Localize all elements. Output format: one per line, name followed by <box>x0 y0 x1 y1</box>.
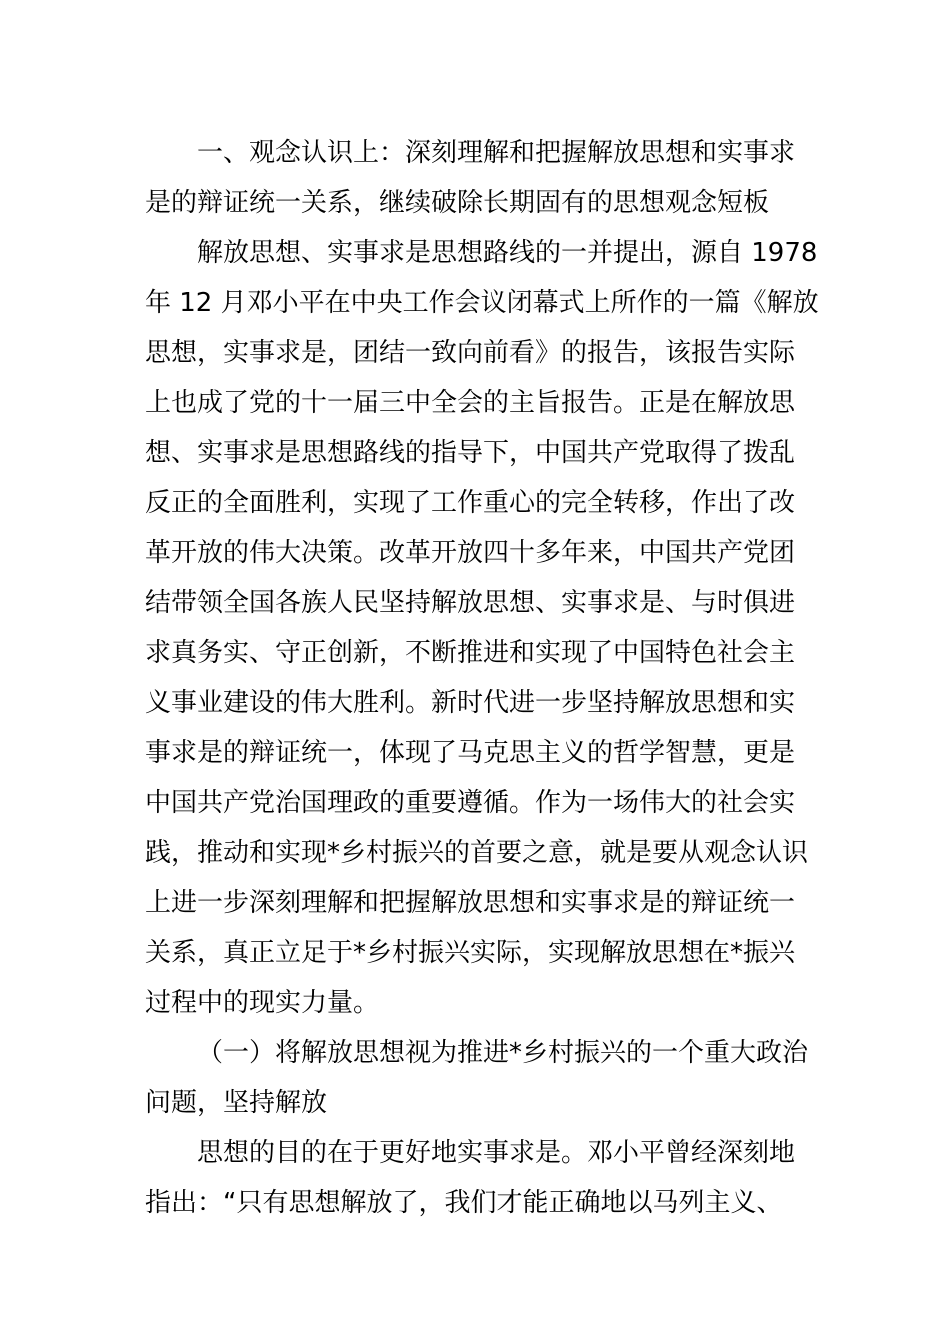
paragraph-1-line-3: 思想，实事求是，团结一致向前看》的报告，该报告实际 <box>145 338 796 368</box>
paragraph-1-line-4: 上也成了党的十一届三中全会的主旨报告。正是在解放思 <box>145 388 796 418</box>
paragraph-1-line-16: 过程中的现实力量。 <box>145 988 380 1018</box>
paragraph-1-line-11: 事求是的辩证统一，体现了马克思主义的哲学智慧，更是 <box>145 738 796 768</box>
paragraph-1-line-12: 中国共产党治国理政的重要遵循。作为一场伟大的社会实 <box>145 788 796 818</box>
paragraph-1-line-5: 想、实事求是思想路线的指导下，中国共产党取得了拨乱 <box>145 438 796 468</box>
heading-line-2: 是的辩证统一关系，继续破除长期固有的思想观念短板 <box>145 188 770 218</box>
paragraph-1-line-7: 革开放的伟大决策。改革开放四十多年来，中国共产党团 <box>145 538 796 568</box>
paragraph-1-line-1: 解放思想、实事求是思想路线的一并提出，源自 1978 <box>197 238 818 268</box>
paragraph-2-line-1: 思想的目的在于更好地实事求是。邓小平曾经深刻地 <box>197 1138 796 1168</box>
paragraph-1-line-2: 年 12 月邓小平在中央工作会议闭幕式上所作的一篇《解放 <box>145 288 819 318</box>
paragraph-1-line-8: 结带领全国各族人民坚持解放思想、实事求是、与时俱进 <box>145 588 796 618</box>
paragraph-1-line-13: 践，推动和实现*乡村振兴的首要之意，就是要从观念认识 <box>145 838 809 868</box>
paragraph-1-line-6: 反正的全面胜利，实现了工作重心的完全转移，作出了改 <box>145 488 796 518</box>
paragraph-1-line-10: 义事业建设的伟大胜利。新时代进一步坚持解放思想和实 <box>145 688 796 718</box>
paragraph-2-line-2: 指出：“只有思想解放了，我们才能正确地以马列主义、 <box>145 1188 783 1218</box>
subheading-line-1: （一）将解放思想视为推进*乡村振兴的一个重大政治 <box>197 1038 809 1068</box>
paragraph-1-line-14: 上进一步深刻理解和把握解放思想和实事求是的辩证统一 <box>145 888 796 918</box>
paragraph-1-line-9: 求真务实、守正创新，不断推进和实现了中国特色社会主 <box>145 638 796 668</box>
heading-line-1: 一、观念认识上：深刻理解和把握解放思想和实事求 <box>197 138 796 168</box>
subheading-line-2: 问题，坚持解放 <box>145 1088 328 1118</box>
paragraph-1-line-15: 关系，真正立足于*乡村振兴实际，实现解放思想在*振兴 <box>145 938 796 968</box>
document-body <box>145 128 819 1228</box>
